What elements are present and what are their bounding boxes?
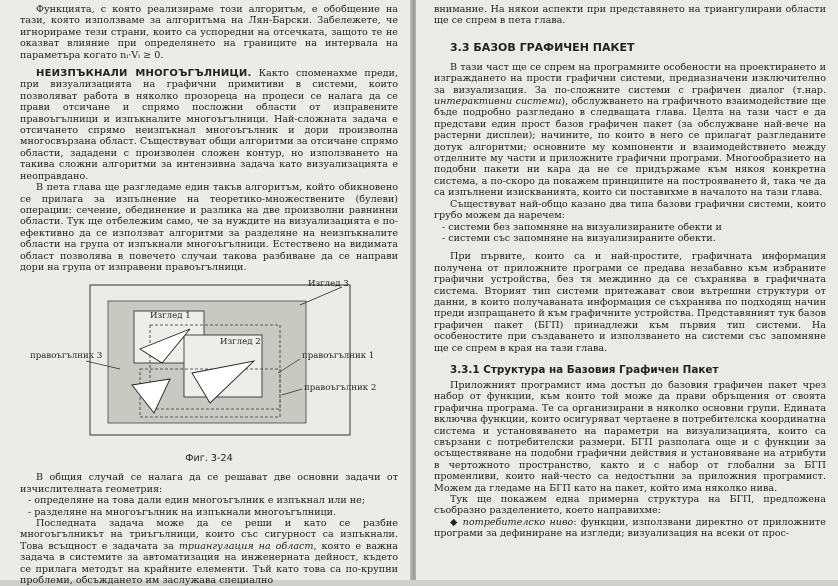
- concave-section: [20, 68, 398, 182]
- level-text: : функции, използвани директно от приложните програми за дефиниране на изгледи; визуализация на всеки от прос-: [434, 516, 826, 540]
- label-rect2: правоъгълник 2: [304, 383, 377, 394]
- label-view2: Изглед 2: [220, 337, 261, 348]
- label-rect1: правоъгълник 1: [302, 351, 375, 362]
- bullet-icon: ◆: [450, 516, 459, 528]
- triangulation-term: триангулация на област: [178, 540, 314, 552]
- label-view3: Изглед 3: [308, 279, 349, 290]
- leader-view3: [300, 287, 342, 305]
- label-rect3: правоъгълник 3: [30, 351, 103, 362]
- figure-caption: Фиг. 3-24: [185, 453, 233, 465]
- subsection-paragraph-1: Приложният програмист има достъп до базовия графичен пакет чрез набор от функции, към които той може да прави обръщения от своята графична програма. Те са организирани в няколко основни групи. Едината включва функции, които осигуряват чертаене в потребителска координатна система и установяването на параметри на визуализацията, които са свързани с потребителски размери. БГП разполага още и с функции за осъществяване на подобни графични действия и установяване на атрибути в чертожното пространство, както и с набор от глобални за БГП променливи, които най-често са недостъпни за приложния програмист. Можем да гледаме на БГП като на пакет, който има няколко нива.: [434, 379, 826, 494]
- section-paragraph-1: [434, 62, 826, 199]
- level-term: потребителско ниво: [462, 516, 574, 528]
- subsection-heading: 3.3.1 Структура на Базовия Графичен Пакет: [450, 363, 719, 376]
- task-item-1: - определяне на това дали един многоъгълник е изпъкнал или не;: [28, 495, 366, 507]
- task-item-2: - разделяне на многоъгълник на изпъкнали многоъгълници.: [28, 506, 337, 518]
- concave-heading: НЕИЗПЪКНАЛИ МНОГОЪГЪЛНИЦИ.: [36, 68, 252, 80]
- level-item: [434, 517, 826, 540]
- type-item-1: - системи без запомняне на визуализираните обекти и: [442, 221, 722, 233]
- triangulation-text-before: Последната задача може да се реши и като се разбие многоъгълникът на триъгълници, които със сигурност са изпъкнали. Това всъщност е задачата за: [20, 517, 398, 552]
- triangulation-paragraph: [20, 518, 398, 586]
- label-view1: Изглед 1: [150, 311, 191, 322]
- section-p1-a: В тази част ще се спрем на програмните особености на проектирането и изграждането на прости графични системи, предназначени изключително за визуализация. За по-сложните системи с графичен диалог (т.нар.: [434, 61, 826, 96]
- general-case-paragraph: В общия случай се налага да се решават две основни задачи от изчислителната геометрия:: [20, 472, 398, 495]
- figure-drawing: [50, 281, 380, 451]
- type-item-2: - системи със запомняне на визуализираните обекти.: [442, 232, 716, 244]
- section-p1-b: ), обслужването на графичното взаимодействие ще бъде подробно разгледано в следващата глава. Целта на тази част е да представи един прост базов графичен пакет (за обслужване най-вече на растерни дисплеи); начините, по които в него се прилагат разгледаните дотук алгоритми; основните му компоненти и взаимодействието между отделните му части и приложните графични програми. Многообразието на подобни пакети ни кара да не се придържаме към някоя конкретна система, а по-скоро да покажем принципите на построяването й, така че да са изпълнени изискванията, които си поставихме в началото на тази глава.: [434, 96, 826, 199]
- chapter5-paragraph: В пета глава ще разгледаме един такъв алгоритъм, който обикновено се прилага за изпълнение на теоретико-множествените (булеви) операции: сечение, обединение и разлика на две произволни равнинни области. Тук ще отбележим само, че за нуждите на визуализацията е по-ефективно да се използват алгоритми за разделяне на неизпъкналите области на група от изпъкнали многоъгълници. Естествено на видимата област позволява в повечето случаи такова разбиване да се направи дори на група от изправени правоъгълници.: [20, 182, 398, 273]
- intro-paragraph: Функцията, с която реализираме този алгоритъм, е обобщение на тази, която използваме за алгоритъма на Лян-Барски. Забележете, че игнорираме тези страни, които са успоредни на отсечката, защото те не оказват влияние при определянето на границите на интервала на параметъра когато nᵢ·Vᵢ ≥ 0.: [20, 4, 398, 61]
- right-page: [416, 0, 838, 580]
- figure-3-24: [30, 279, 380, 451]
- section-heading: 3.3 БАЗОВ ГРАФИЧЕН ПАКЕТ: [450, 40, 635, 54]
- section-p1-italic: интерактивни системи: [434, 96, 562, 108]
- concave-paragraph: Както споменахме преди, при визуализацията на графични примитиви в системи, които позволяват работа в няколко прозореца на процеси се налага да се прави отсичане и спрямо посложни области от изправените правоъгълници и изпъкналите многоъгълници. Най-сложната задача е отсичането спрямо неизпъкнал многоъгълник и дори произволна многосвързана област. Съществуват общи алгоритми за отсичане спрямо области, зададени с произволен сложен контур, но използването на такива сложни алгоритми за интензивна задача като визуализацията е неоправдано.: [20, 68, 398, 182]
- left-page: [0, 0, 412, 586]
- continuation-paragraph: внимание. На някои аспекти при представянето на триангулирани области ще се спрем в пета глава.: [434, 4, 826, 27]
- triangulation-text-after: , която е важна задача в системите за автоматизация на инженерната дейност, където се прилага методът на крайните елементи. Тъй като това са по-крупни проблеми, обсъждането им заслужава специално: [20, 540, 398, 586]
- subsection-paragraph-2: Тук ще покажем една примерна структура на БГП, предложена съобразно разделението, което направихме:: [434, 494, 826, 517]
- section-paragraph-2: Съществуват най-общо казано два типа базови графични системи, които грубо можем да наречем:: [434, 198, 826, 222]
- section-paragraph-3: При първите, които са и най-простите, графичната информация получена от приложните програми се предава незабавно към избраните графични устройства, без тя междинно да се съхранява в графичната система. Вторият тип системи притежават свои вътрешни структури от данни, в които получаваната информация се съхранява по подходящ начин преди изпращането й към графичните устройства. Представяният тук базов графичен пакет (БГП) принадлежи към първия тип системи. На особеностите при създаването и използването на системи със запомняне ще се спрем в края на тази глава.: [434, 251, 826, 354]
